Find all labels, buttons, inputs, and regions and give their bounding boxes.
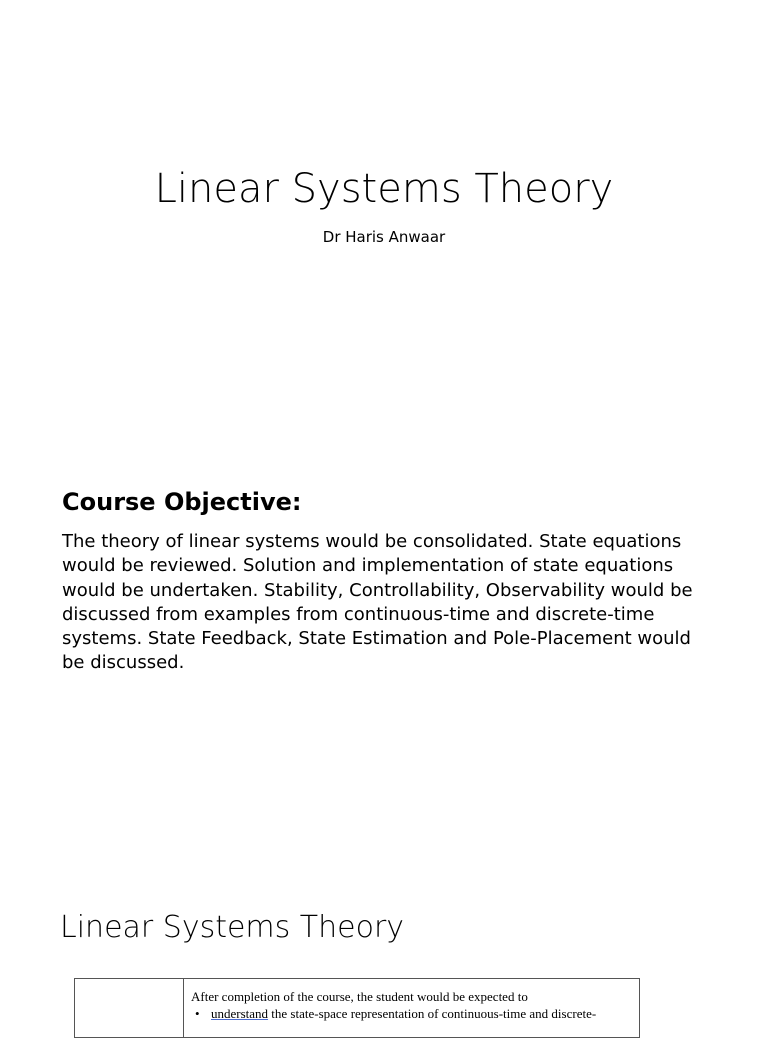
- table-intro-text: After completion of the course, the student would be expected to: [191, 989, 528, 1004]
- bullet-text: the state-space representation of continuous-time and discrete-: [268, 1006, 597, 1021]
- table-bullet-item: [191, 1005, 633, 1022]
- outcomes-slide-title: Linear Systems Theory: [60, 910, 405, 945]
- table-right-cell: [191, 988, 633, 1022]
- course-objective-text: The theory of linear systems would be consolidated. State equations would be reviewed. Solution and implementation of state equations would be undertaken. Stability, Controllability, Observability would be discussed from examples from continuous-time and discrete-time systems. State Feedback, State Estimation and Pole-Placement would be discussed.: [62, 531, 693, 674]
- slide-author: Dr Haris Anwaar: [322, 228, 446, 246]
- table-left-cell: [75, 979, 184, 1037]
- bullet-first-word: understand: [211, 1006, 269, 1021]
- learning-outcomes-table: [74, 978, 640, 1038]
- course-objective-heading: Course Objective:: [62, 488, 302, 516]
- slide-title: Linear Systems Theory: [154, 166, 614, 212]
- bullet-icon: •: [195, 1006, 200, 1021]
